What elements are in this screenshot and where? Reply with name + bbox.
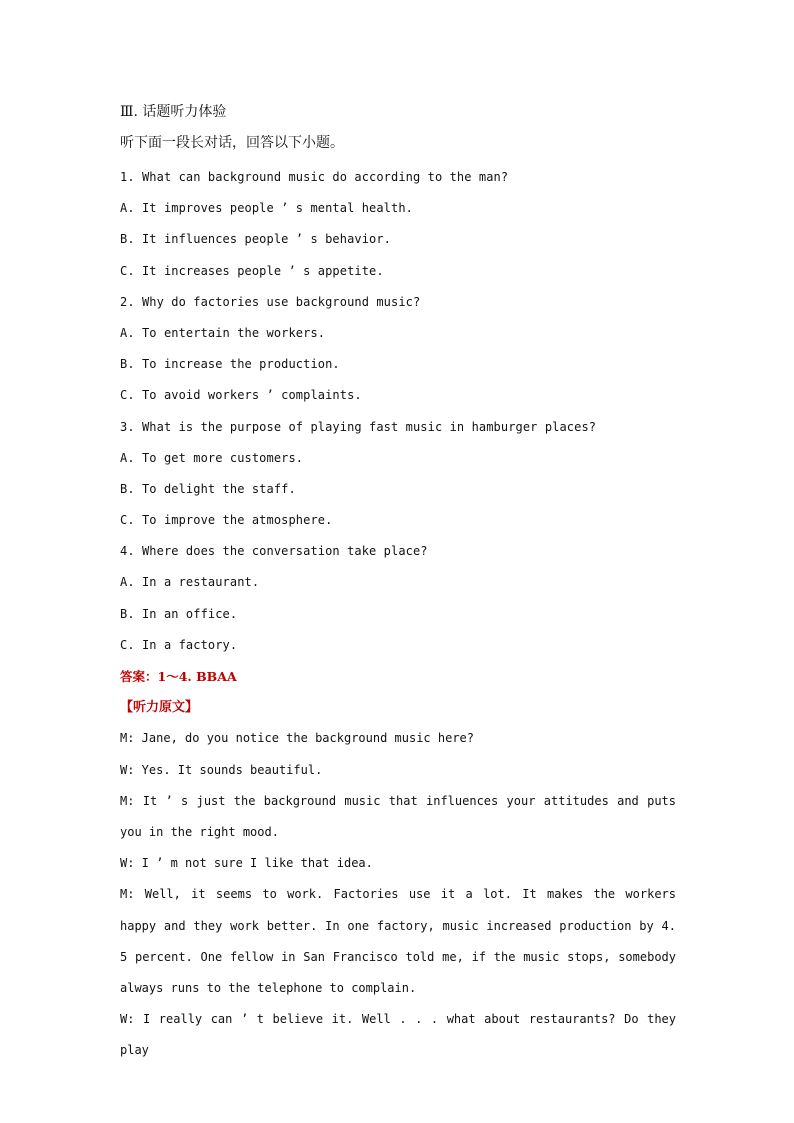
dialog-line: M: It ’ s just the background music that influences your attitudes and puts you in the right mood.	[120, 793, 676, 839]
question-stem: 4. Where does the conversation take place?	[120, 544, 428, 559]
option-a: A. In a restaurant.	[120, 575, 260, 590]
question-3	[120, 412, 680, 537]
answer-label: 答案：	[120, 669, 158, 684]
question-1	[120, 162, 680, 287]
question-stem: 1. What can background music do according to the man?	[120, 170, 509, 184]
dialog-line: M: Jane, do you notice the background music here?	[120, 731, 475, 746]
answer-value: 1～4. BBAA	[157, 669, 237, 684]
question-stem: 3. What is the purpose of playing fast music in hamburger places?	[120, 419, 597, 434]
question-stem: 2. Why do factories use background music?	[120, 294, 421, 309]
section-title: Ⅲ. 话题听力体验	[120, 104, 227, 120]
dialog-line: W: I really can ’ t believe it. Well . . . what about restaurants? Do they play	[120, 1012, 676, 1058]
dialog-line: W: Yes. It sounds beautiful.	[120, 762, 323, 777]
option-c: C. It increases people ’ s appetite.	[120, 263, 384, 278]
option-c: C. To improve the atmosphere.	[120, 513, 333, 528]
option-c: C. To avoid workers ’ complaints.	[120, 388, 362, 403]
option-a: A. It improves people ’ s mental health.	[120, 201, 413, 216]
question-4	[120, 536, 680, 661]
option-b: B. In an office.	[120, 606, 238, 621]
option-b: B. To delight the staff.	[120, 481, 296, 496]
option-c: C. In a factory.	[120, 637, 238, 652]
option-b: B. To increase the production.	[120, 357, 340, 372]
option-b: B. It influences people ’ s behavior.	[120, 232, 392, 247]
transcript-title: 【听力原文】	[120, 700, 199, 716]
option-a: A. To get more customers.	[120, 450, 304, 465]
transcript-body	[120, 723, 680, 1066]
answer-key	[120, 661, 680, 692]
dialog-line: W: I ’ m not sure I like that idea.	[120, 856, 373, 871]
section-instruction: 听下面一段长对话，回答以下小题。	[120, 135, 344, 151]
question-2	[120, 287, 680, 412]
dialog-line: M: Well, it seems to work. Factories use it a lot. It makes the workers happy and they work better. In one factory, music increased production by 4. 5 percent. One fellow in San Francisco told me, if the music stops, somebody always runs to the telephone to complain.	[120, 887, 676, 995]
option-a: A. To entertain the workers.	[120, 325, 326, 340]
document-page	[120, 100, 680, 1067]
